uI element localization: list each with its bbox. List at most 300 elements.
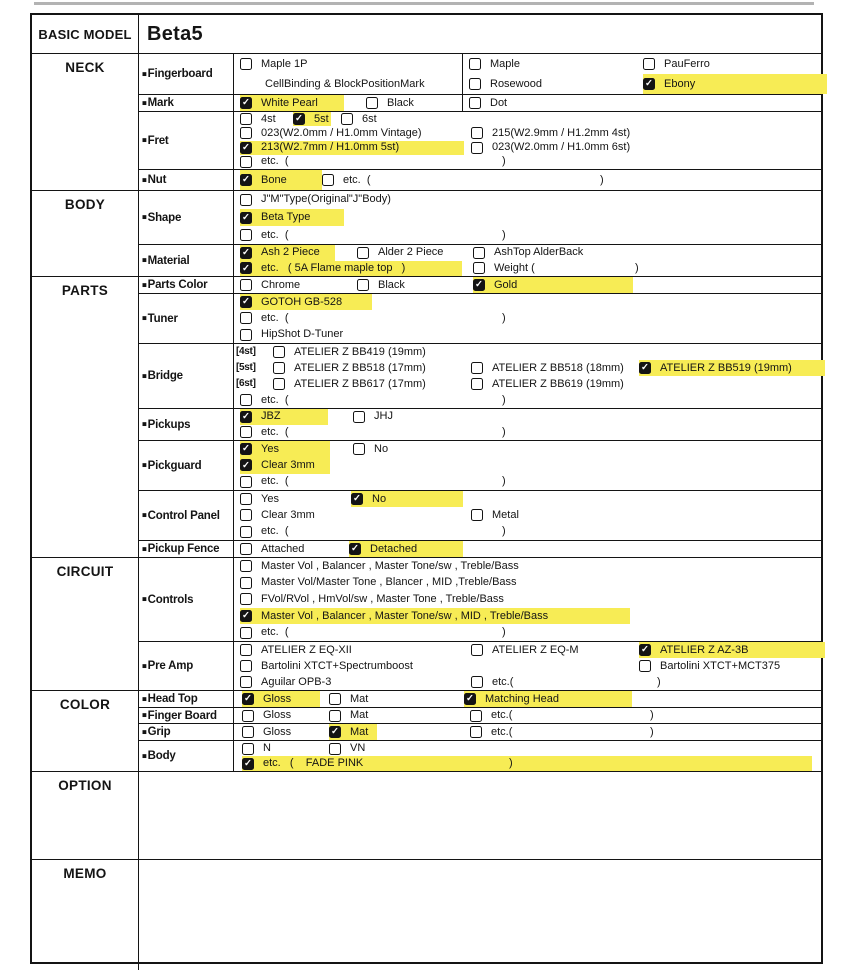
atelier-z-eq-m-checkbox[interactable] xyxy=(471,644,483,656)
option-label: etc. ( FADE PINK xyxy=(263,757,364,769)
row-label-text: Bridge xyxy=(147,370,183,382)
option-line xyxy=(234,491,821,507)
option-label: Gloss xyxy=(263,709,292,721)
6st-checkbox[interactable] xyxy=(341,113,353,125)
bullet-icon: ■ xyxy=(142,544,147,553)
white-pearl-checkbox[interactable]: ✓ xyxy=(240,97,252,109)
option-hipshot-d-tuner xyxy=(240,327,343,343)
matching-head-checkbox[interactable]: ✓ xyxy=(464,693,476,705)
black-checkbox[interactable] xyxy=(357,279,369,291)
section-neck xyxy=(32,54,821,191)
row-label-text: Pre Amp xyxy=(147,660,194,672)
row-label-controls xyxy=(139,558,234,641)
option-label: AshTop AlderBack xyxy=(494,246,584,259)
option-etc xyxy=(471,674,513,690)
atelier-z-bb518-18mm-checkbox[interactable] xyxy=(471,362,483,374)
row-label-pickguard xyxy=(139,441,234,490)
option-ashtop-alderback xyxy=(473,245,583,261)
options-cell xyxy=(234,112,821,169)
row-fingerboard xyxy=(139,54,821,95)
text-4st xyxy=(236,344,256,360)
row-control-panel xyxy=(139,491,821,541)
option-aguilar-opb-3 xyxy=(240,674,331,690)
vn-checkbox[interactable] xyxy=(329,743,341,755)
option-etc xyxy=(470,724,512,740)
maple-1p-checkbox[interactable] xyxy=(240,58,252,70)
option-mat xyxy=(329,724,377,740)
master-vol-master-tone-blancer-mid-trebl-checkbox[interactable] xyxy=(240,577,252,589)
option-line xyxy=(234,392,821,408)
chrome-checkbox[interactable] xyxy=(240,279,252,291)
beta-type-checkbox[interactable]: ✓ xyxy=(240,212,252,224)
option-label: etc. ( xyxy=(261,228,289,241)
option-line xyxy=(234,674,821,690)
row-label-fingerboard xyxy=(139,54,234,94)
option-line xyxy=(234,191,821,209)
row-label-text: Mark xyxy=(147,97,174,109)
option-label: Mat xyxy=(350,709,369,721)
row-label-text: Nut xyxy=(147,174,167,186)
option-label: ) xyxy=(509,757,513,769)
option-label: ATELIER Z BB617 (17mm) xyxy=(294,377,426,390)
row-label-text: Material xyxy=(147,254,190,267)
option-label: ) xyxy=(650,725,654,738)
write-in-area xyxy=(139,772,821,859)
section-rows xyxy=(139,860,821,970)
option-label: ) xyxy=(502,475,506,488)
option-label: ATELIER Z BB519 (19mm) xyxy=(660,361,792,374)
option-fvol-rvol-hmvol-sw-master-tone-treble-ba xyxy=(240,591,504,608)
option-label: [4st] xyxy=(236,346,256,357)
option-label: ATELIER Z BB419 (19mm) xyxy=(294,345,426,358)
option-label: Gloss xyxy=(263,692,292,705)
etc-checkbox[interactable] xyxy=(240,627,252,639)
no-checkbox[interactable] xyxy=(353,443,365,455)
row-label-text: Fret xyxy=(147,134,169,147)
row-nut xyxy=(139,170,821,190)
hipshot-d-tuner-checkbox[interactable] xyxy=(240,329,252,341)
option-line xyxy=(234,95,462,111)
option-label: White Pearl xyxy=(261,96,318,109)
options-cell xyxy=(234,541,821,557)
mat-checkbox[interactable]: ✓ xyxy=(329,726,341,738)
option-label: Bartolini XTCT+MCT375 xyxy=(660,659,781,672)
bullet-icon: ■ xyxy=(142,510,147,520)
bartolini-xtct-mct375-checkbox[interactable] xyxy=(639,660,651,672)
option-label: Dot xyxy=(490,96,508,109)
option-etc-5a-flame-maple-top xyxy=(240,261,462,277)
215-w2-9mm-h1-2mm-4st-checkbox[interactable] xyxy=(471,127,483,139)
option-label: 215(W2.9mm / H1.2mm 4st) xyxy=(492,126,631,139)
option-label: ) xyxy=(502,525,506,538)
option-master-vol-balancer-master-tone-sw-trebl xyxy=(240,558,519,575)
section-option xyxy=(32,772,821,860)
option-label: GOTOH GB-528 xyxy=(261,295,343,308)
gloss-checkbox[interactable] xyxy=(242,710,254,722)
option-label: 213(W2.7mm / H1.0mm 5st) xyxy=(261,141,400,154)
option-etc xyxy=(322,170,371,190)
gloss-checkbox[interactable] xyxy=(242,726,254,738)
5st-checkbox[interactable]: ✓ xyxy=(293,113,305,125)
text-blank xyxy=(635,261,639,277)
option-etc xyxy=(240,392,289,408)
row-shape xyxy=(139,191,821,245)
etc-fade-pink-checkbox[interactable]: ✓ xyxy=(242,758,254,770)
row-label-pre-amp xyxy=(139,642,234,690)
pauferro-checkbox[interactable] xyxy=(643,58,655,70)
row-label-material xyxy=(139,245,234,276)
ebony-checkbox[interactable]: ✓ xyxy=(643,78,655,90)
section-color xyxy=(32,691,821,772)
option-line xyxy=(234,170,821,190)
jbz-checkbox[interactable]: ✓ xyxy=(240,411,252,423)
row-label-text: Fingerboard xyxy=(147,68,213,80)
section-title-body: BODY xyxy=(32,191,139,276)
option-line xyxy=(463,95,821,111)
section-body xyxy=(32,191,821,277)
bullet-icon: ■ xyxy=(142,98,147,107)
option-black xyxy=(357,277,405,293)
options-cell xyxy=(234,642,821,690)
option-label: PauFerro xyxy=(664,57,710,70)
option-maple xyxy=(469,54,520,74)
mat-checkbox[interactable] xyxy=(329,710,341,722)
ashtop-alderback-checkbox[interactable] xyxy=(473,247,485,259)
option-line xyxy=(234,344,821,360)
jhj-checkbox[interactable] xyxy=(353,411,365,423)
options-cell xyxy=(234,191,821,244)
aguilar-opb-3-checkbox[interactable] xyxy=(240,676,252,688)
option-label: [6st] xyxy=(236,378,256,389)
option-ash-2-piece xyxy=(240,245,335,261)
row-label-control-panel xyxy=(139,491,234,540)
option-mat xyxy=(329,708,368,723)
gotoh-gb-528-checkbox[interactable]: ✓ xyxy=(240,296,252,308)
option-mat xyxy=(329,691,368,707)
option-label: ) xyxy=(502,393,506,406)
option-line xyxy=(234,558,821,575)
option-213-w2-7mm-h1-0mm-5st xyxy=(240,141,464,155)
options-left xyxy=(234,54,462,94)
atelier-z-bb619-19mm-checkbox[interactable] xyxy=(471,378,483,390)
row-label-text: Head Top xyxy=(147,693,198,705)
gloss-checkbox[interactable]: ✓ xyxy=(242,693,254,705)
etc-checkbox[interactable] xyxy=(240,156,252,168)
maple-checkbox[interactable] xyxy=(469,58,481,70)
row-pre-amp xyxy=(139,642,821,690)
options-cell xyxy=(234,741,821,771)
option-label: No xyxy=(372,492,387,505)
option-yes xyxy=(240,441,330,457)
row-option xyxy=(139,772,821,859)
section-rows xyxy=(139,691,821,771)
etc-checkbox[interactable] xyxy=(470,726,482,738)
etc-checkbox[interactable] xyxy=(471,676,483,688)
rosewood-checkbox[interactable] xyxy=(469,78,481,90)
row-label-finger-board xyxy=(139,708,234,723)
option-gloss xyxy=(242,724,291,740)
option-line xyxy=(463,74,821,94)
option-line xyxy=(234,507,821,523)
etc-checkbox[interactable] xyxy=(322,174,334,186)
metal-checkbox[interactable] xyxy=(471,509,483,521)
alder-2-piece-checkbox[interactable] xyxy=(357,247,369,259)
option-rosewood xyxy=(469,74,542,94)
detached-checkbox[interactable]: ✓ xyxy=(349,543,361,555)
option-label: Black xyxy=(378,278,405,291)
option-atelier-z-bb518-17mm xyxy=(273,360,426,376)
text-blank xyxy=(502,624,506,641)
option-label: J"M"Type(Original"J"Body) xyxy=(261,193,391,206)
row-label-text: Grip xyxy=(147,726,171,738)
option-label: Bartolini XTCT+Spectrumboost xyxy=(261,659,413,672)
write-in-area xyxy=(139,860,821,970)
option-gotoh-gb-528 xyxy=(240,294,372,310)
etc-checkbox[interactable] xyxy=(240,394,252,406)
options-cell xyxy=(234,294,821,343)
options-cell xyxy=(234,54,821,94)
text-blank xyxy=(502,392,506,408)
section-title-circuit: CIRCUIT xyxy=(32,558,139,690)
etc-checkbox[interactable] xyxy=(240,476,252,488)
row-memo xyxy=(139,860,821,970)
option-bone xyxy=(240,170,322,190)
option-label: 023(W2.0mm / H1.0mm Vintage) xyxy=(261,126,422,139)
text-blank xyxy=(657,674,661,690)
black-checkbox[interactable] xyxy=(366,97,378,109)
option-label: ) xyxy=(502,425,506,438)
option-n xyxy=(242,741,271,756)
attached-checkbox[interactable] xyxy=(240,543,252,555)
row-label-pickups xyxy=(139,409,234,440)
etc-checkbox[interactable] xyxy=(240,526,252,538)
option-line xyxy=(234,642,821,658)
option-label: Ebony xyxy=(664,77,696,90)
text-blank xyxy=(502,474,506,490)
bullet-icon: ■ xyxy=(142,135,147,145)
atelier-z-eq-xii-checkbox[interactable] xyxy=(240,644,252,656)
option-detached xyxy=(349,541,463,557)
option-line xyxy=(234,226,821,244)
row-label-text: Pickup Fence xyxy=(147,543,220,555)
clear-3mm-checkbox[interactable]: ✓ xyxy=(240,459,252,471)
section-parts xyxy=(32,277,821,558)
basic-model-label: BASIC MODEL xyxy=(32,15,139,53)
bone-checkbox[interactable]: ✓ xyxy=(240,174,252,186)
option-maple-1p xyxy=(240,54,307,74)
option-label: Alder 2 Piece xyxy=(378,246,444,259)
row-finger-board xyxy=(139,708,821,724)
option-label: 5st xyxy=(314,112,329,125)
row-bridge xyxy=(139,344,821,409)
etc-5a-flame-maple-top-checkbox[interactable]: ✓ xyxy=(240,262,252,274)
option-label: ATELIER Z AZ-3B xyxy=(660,643,749,656)
option-label: ) xyxy=(502,228,506,241)
option-label: HipShot D-Tuner xyxy=(261,328,344,341)
option-yes xyxy=(240,491,279,507)
option-etc xyxy=(240,624,289,641)
text-blank xyxy=(650,708,654,723)
option-line xyxy=(234,756,821,771)
j-m-type-original-j-body-checkbox[interactable] xyxy=(240,194,252,206)
option-black xyxy=(366,95,414,111)
option-line xyxy=(234,708,821,723)
option-label: etc.( xyxy=(491,725,513,738)
option-label: Clear 3mm xyxy=(261,458,315,471)
clear-3mm-checkbox[interactable] xyxy=(240,509,252,521)
option-label: etc. ( xyxy=(261,525,289,538)
no-checkbox[interactable]: ✓ xyxy=(351,493,363,505)
bartolini-xtct-spectrumboost-checkbox[interactable] xyxy=(240,660,252,672)
row-pickguard xyxy=(139,441,821,491)
option-atelier-z-bb619-19mm xyxy=(471,376,624,392)
options-cell xyxy=(234,95,821,111)
option-line xyxy=(234,591,821,608)
option-line xyxy=(234,457,821,473)
options-cell xyxy=(234,245,821,276)
row-label-head-top xyxy=(139,691,234,707)
yes-checkbox[interactable] xyxy=(240,493,252,505)
option-line xyxy=(234,376,821,392)
option-label: Gold xyxy=(494,278,518,291)
gold-checkbox[interactable]: ✓ xyxy=(473,279,485,291)
option-label: etc. ( xyxy=(261,311,289,324)
option-pauferro xyxy=(643,54,710,74)
scan-artifact-line xyxy=(34,2,814,5)
text-blank xyxy=(502,524,506,540)
spec-table xyxy=(30,13,823,964)
option-label: etc. ( xyxy=(261,425,289,438)
row-label-pickup-fence xyxy=(139,541,234,557)
row-label-text: Parts Color xyxy=(147,279,208,291)
row-label-tuner xyxy=(139,294,234,343)
n-checkbox[interactable] xyxy=(242,743,254,755)
atelier-z-bb617-17mm-checkbox[interactable] xyxy=(273,378,285,390)
row-label-text: Pickups xyxy=(147,418,191,431)
option-line xyxy=(234,741,821,756)
text-cellbinding-blockpositionmark xyxy=(265,74,425,94)
options-cell xyxy=(234,277,821,293)
option-j-m-type-original-j-body xyxy=(240,191,391,209)
row-grip xyxy=(139,724,821,741)
text-5st xyxy=(236,360,256,376)
row-label-shape xyxy=(139,191,234,244)
bullet-icon: ■ xyxy=(142,371,147,380)
option-line xyxy=(234,360,821,376)
option-metal xyxy=(471,507,519,523)
row-tuner xyxy=(139,294,821,344)
options-cell xyxy=(234,344,821,408)
option-label: Mat xyxy=(350,692,369,705)
option-label: ) xyxy=(657,675,661,688)
bullet-icon: ■ xyxy=(142,313,147,323)
option-label: ATELIER Z BB518 (18mm) xyxy=(492,361,624,374)
option-label: etc. ( xyxy=(261,475,289,488)
row-pickups xyxy=(139,409,821,441)
atelier-z-bb518-17mm-checkbox[interactable] xyxy=(273,362,285,374)
option-line xyxy=(234,608,821,625)
row-pickup-fence xyxy=(139,541,821,557)
option-line xyxy=(234,112,821,126)
option-line xyxy=(234,74,462,94)
etc-checkbox[interactable] xyxy=(240,312,252,324)
etc-checkbox[interactable] xyxy=(240,426,252,438)
option-etc xyxy=(470,708,512,723)
option-line xyxy=(234,54,462,74)
option-beta-type xyxy=(240,209,344,227)
atelier-z-bb419-19mm-checkbox[interactable] xyxy=(273,346,285,358)
option-line xyxy=(234,724,821,740)
option-alder-2-piece xyxy=(357,245,443,261)
section-rows xyxy=(139,191,821,276)
4st-checkbox[interactable] xyxy=(240,113,252,125)
dot-checkbox[interactable] xyxy=(469,97,481,109)
text-blank xyxy=(650,724,654,740)
atelier-z-az-3b-checkbox[interactable]: ✓ xyxy=(639,644,651,656)
options-left xyxy=(234,95,462,111)
yes-checkbox[interactable]: ✓ xyxy=(240,443,252,455)
option-label: ATELIER Z EQ-M xyxy=(492,643,579,656)
options-cell xyxy=(234,724,821,740)
bullet-icon: ■ xyxy=(142,751,147,760)
option-line xyxy=(234,294,821,310)
option-label: No xyxy=(374,442,389,455)
option-label: etc. ( xyxy=(261,155,289,168)
option-label: etc. ( 5A Flame maple top ) xyxy=(261,261,406,274)
model-name: Beta5 xyxy=(147,22,203,45)
option-line xyxy=(234,524,821,540)
option-atelier-z-bb519-19mm xyxy=(639,360,825,376)
bullet-icon: ■ xyxy=(142,255,147,265)
option-matching-head xyxy=(464,691,632,707)
row-label-text: Shape xyxy=(147,211,182,224)
fvol-rvol-hmvol-sw-master-tone-treble-ba-checkbox[interactable] xyxy=(240,593,252,605)
option-label: [5st] xyxy=(236,362,256,373)
master-vol-balancer-master-tone-sw-mid-t-checkbox[interactable]: ✓ xyxy=(240,610,252,622)
option-label: Weight ( xyxy=(494,261,535,274)
option-label: etc.( xyxy=(491,709,513,721)
master-vol-balancer-master-tone-sw-trebl-checkbox[interactable] xyxy=(240,560,252,572)
option-label: JBZ xyxy=(261,410,281,423)
row-label-mark xyxy=(139,95,234,111)
etc-checkbox[interactable] xyxy=(470,710,482,722)
weight-checkbox[interactable] xyxy=(473,262,485,274)
option-label: Detached xyxy=(370,542,418,555)
option-label: Metal xyxy=(492,508,519,521)
023-w2-0mm-h1-0mm-6st-checkbox[interactable] xyxy=(471,142,483,154)
row-label-bridge xyxy=(139,344,234,408)
option-label: Master Vol/Master Tone , Blancer , MID ,Treble/Bass xyxy=(261,576,517,589)
option-label: Ash 2 Piece xyxy=(261,246,320,259)
023-w2-0mm-h1-0mm-vintage-checkbox[interactable] xyxy=(240,127,252,139)
option-label: Clear 3mm xyxy=(261,508,315,521)
text-blank xyxy=(502,226,506,244)
option-etc xyxy=(240,310,289,326)
option-line xyxy=(234,310,821,326)
text-blank xyxy=(600,170,604,190)
mat-checkbox[interactable] xyxy=(329,693,341,705)
text-blank xyxy=(502,425,506,441)
213-w2-7mm-h1-0mm-5st-checkbox[interactable]: ✓ xyxy=(240,142,252,154)
row-label-parts-color xyxy=(139,277,234,293)
options-cell xyxy=(234,441,821,490)
option-label: Gloss xyxy=(263,725,292,738)
atelier-z-bb519-19mm-checkbox[interactable]: ✓ xyxy=(639,362,651,374)
etc-checkbox[interactable] xyxy=(240,229,252,241)
ash-2-piece-checkbox[interactable]: ✓ xyxy=(240,247,252,259)
text-blank xyxy=(509,756,513,771)
options-cell xyxy=(234,409,821,440)
